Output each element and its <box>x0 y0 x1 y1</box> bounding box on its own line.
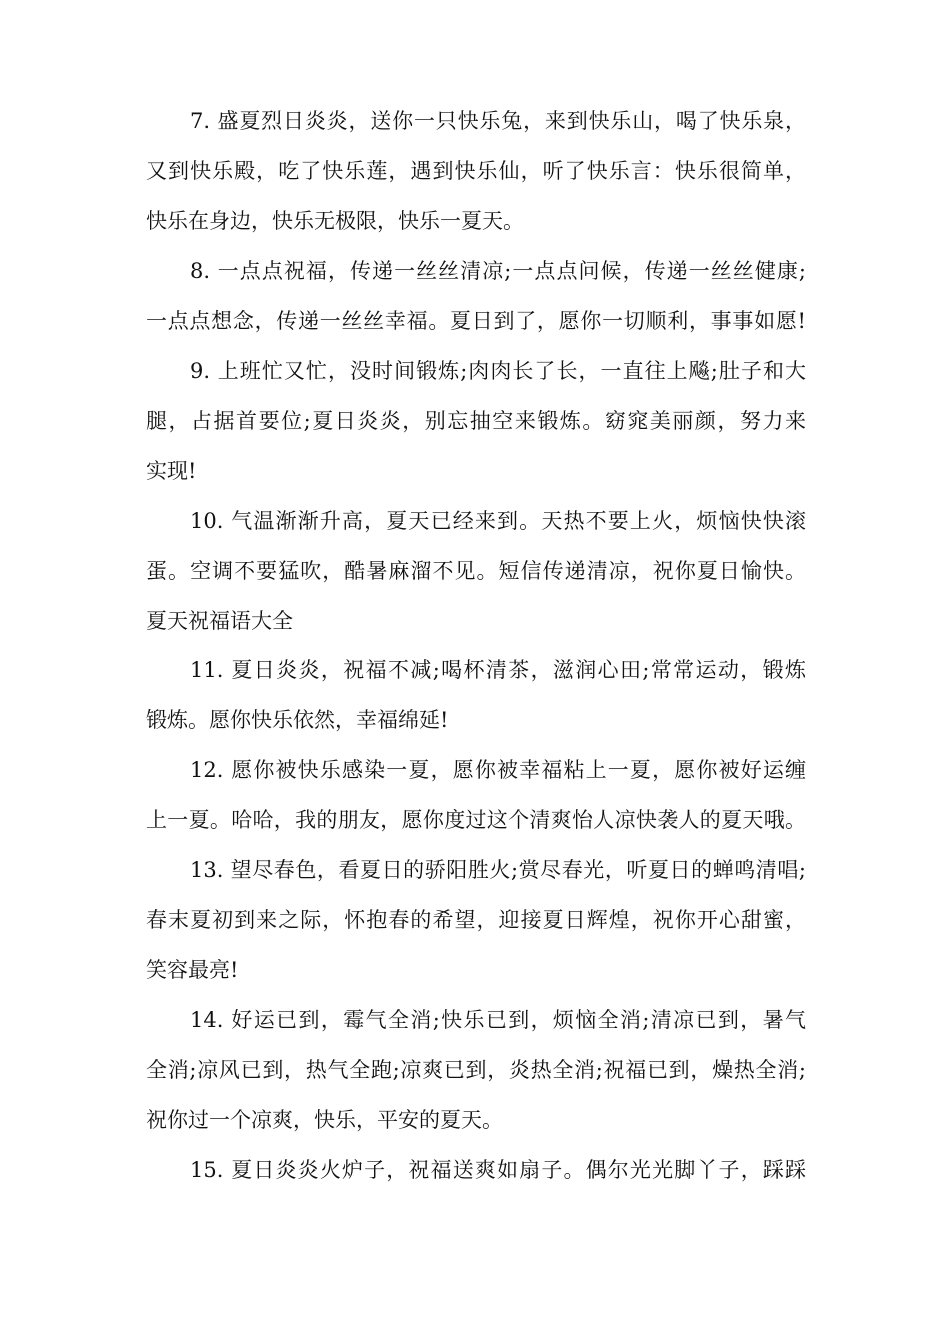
text-line: 实现! <box>146 459 197 483</box>
text-line: 13. 望尽春色，看夏日的骄阳胜火;赏尽春光，听夏日的蝉鸣清唱; <box>190 858 806 882</box>
text-line: 一点点想念，传递一丝丝幸福。夏日到了，愿你一切顺利，事事如愿! <box>146 309 806 333</box>
text-line: 春末夏初到来之际，怀抱春的希望，迎接夏日辉煌，祝你开心甜蜜， <box>146 908 806 932</box>
text-line: 锻炼。愿你快乐依然，幸福绵延! <box>146 708 449 732</box>
text-line: 15. 夏日炎炎火炉子，祝福送爽如扇子。偶尔光光脚丫子，踩踩 <box>190 1158 806 1182</box>
text-line: 全消;凉风已到，热气全跑;凉爽已到，炎热全消;祝福已到，燥热全消; <box>146 1058 806 1082</box>
text-line: 笑容最亮! <box>146 958 239 982</box>
text-line: 7. 盛夏烈日炎炎，送你一只快乐兔，来到快乐山，喝了快乐泉， <box>190 109 806 133</box>
text-line: 又到快乐殿，吃了快乐莲，遇到快乐仙，听了快乐言：快乐很简单， <box>146 159 806 183</box>
text-line: 蛋。空调不要猛吹，酷暑麻溜不见。短信传递清凉，祝你夏日愉快。 <box>146 559 806 583</box>
text-line: 夏天祝福语大全 <box>146 609 293 633</box>
text-line: 9. 上班忙又忙，没时间锻炼;肉肉长了长，一直往上飚;肚子和大 <box>190 359 806 383</box>
text-line: 14. 好运已到，霉气全消;快乐已到，烦恼全消;清凉已到，暑气 <box>190 1008 806 1032</box>
text-line: 祝你过一个凉爽，快乐，平安的夏天。 <box>146 1108 503 1132</box>
text-line: 快乐在身边，快乐无极限，快乐一夏天。 <box>146 209 524 233</box>
text-line: 上一夏。哈哈，我的朋友，愿你度过这个清爽怡人凉快袭人的夏天哦。 <box>146 808 806 832</box>
text-line: 11. 夏日炎炎，祝福不减;喝杯清茶，滋润心田;常常运动，锻炼 <box>190 658 806 682</box>
text-line: 8. 一点点祝福，传递一丝丝清凉;一点点问候，传递一丝丝健康; <box>190 259 806 283</box>
text-line: 10. 气温渐渐升高，夏天已经来到。天热不要上火，烦恼快快滚 <box>190 509 806 533</box>
text-line: 腿，占据首要位;夏日炎炎，别忘抽空来锻炼。窈窕美丽颜，努力来 <box>146 409 806 433</box>
text-line: 12. 愿你被快乐感染一夏，愿你被幸福粘上一夏，愿你被好运缠 <box>190 758 806 782</box>
